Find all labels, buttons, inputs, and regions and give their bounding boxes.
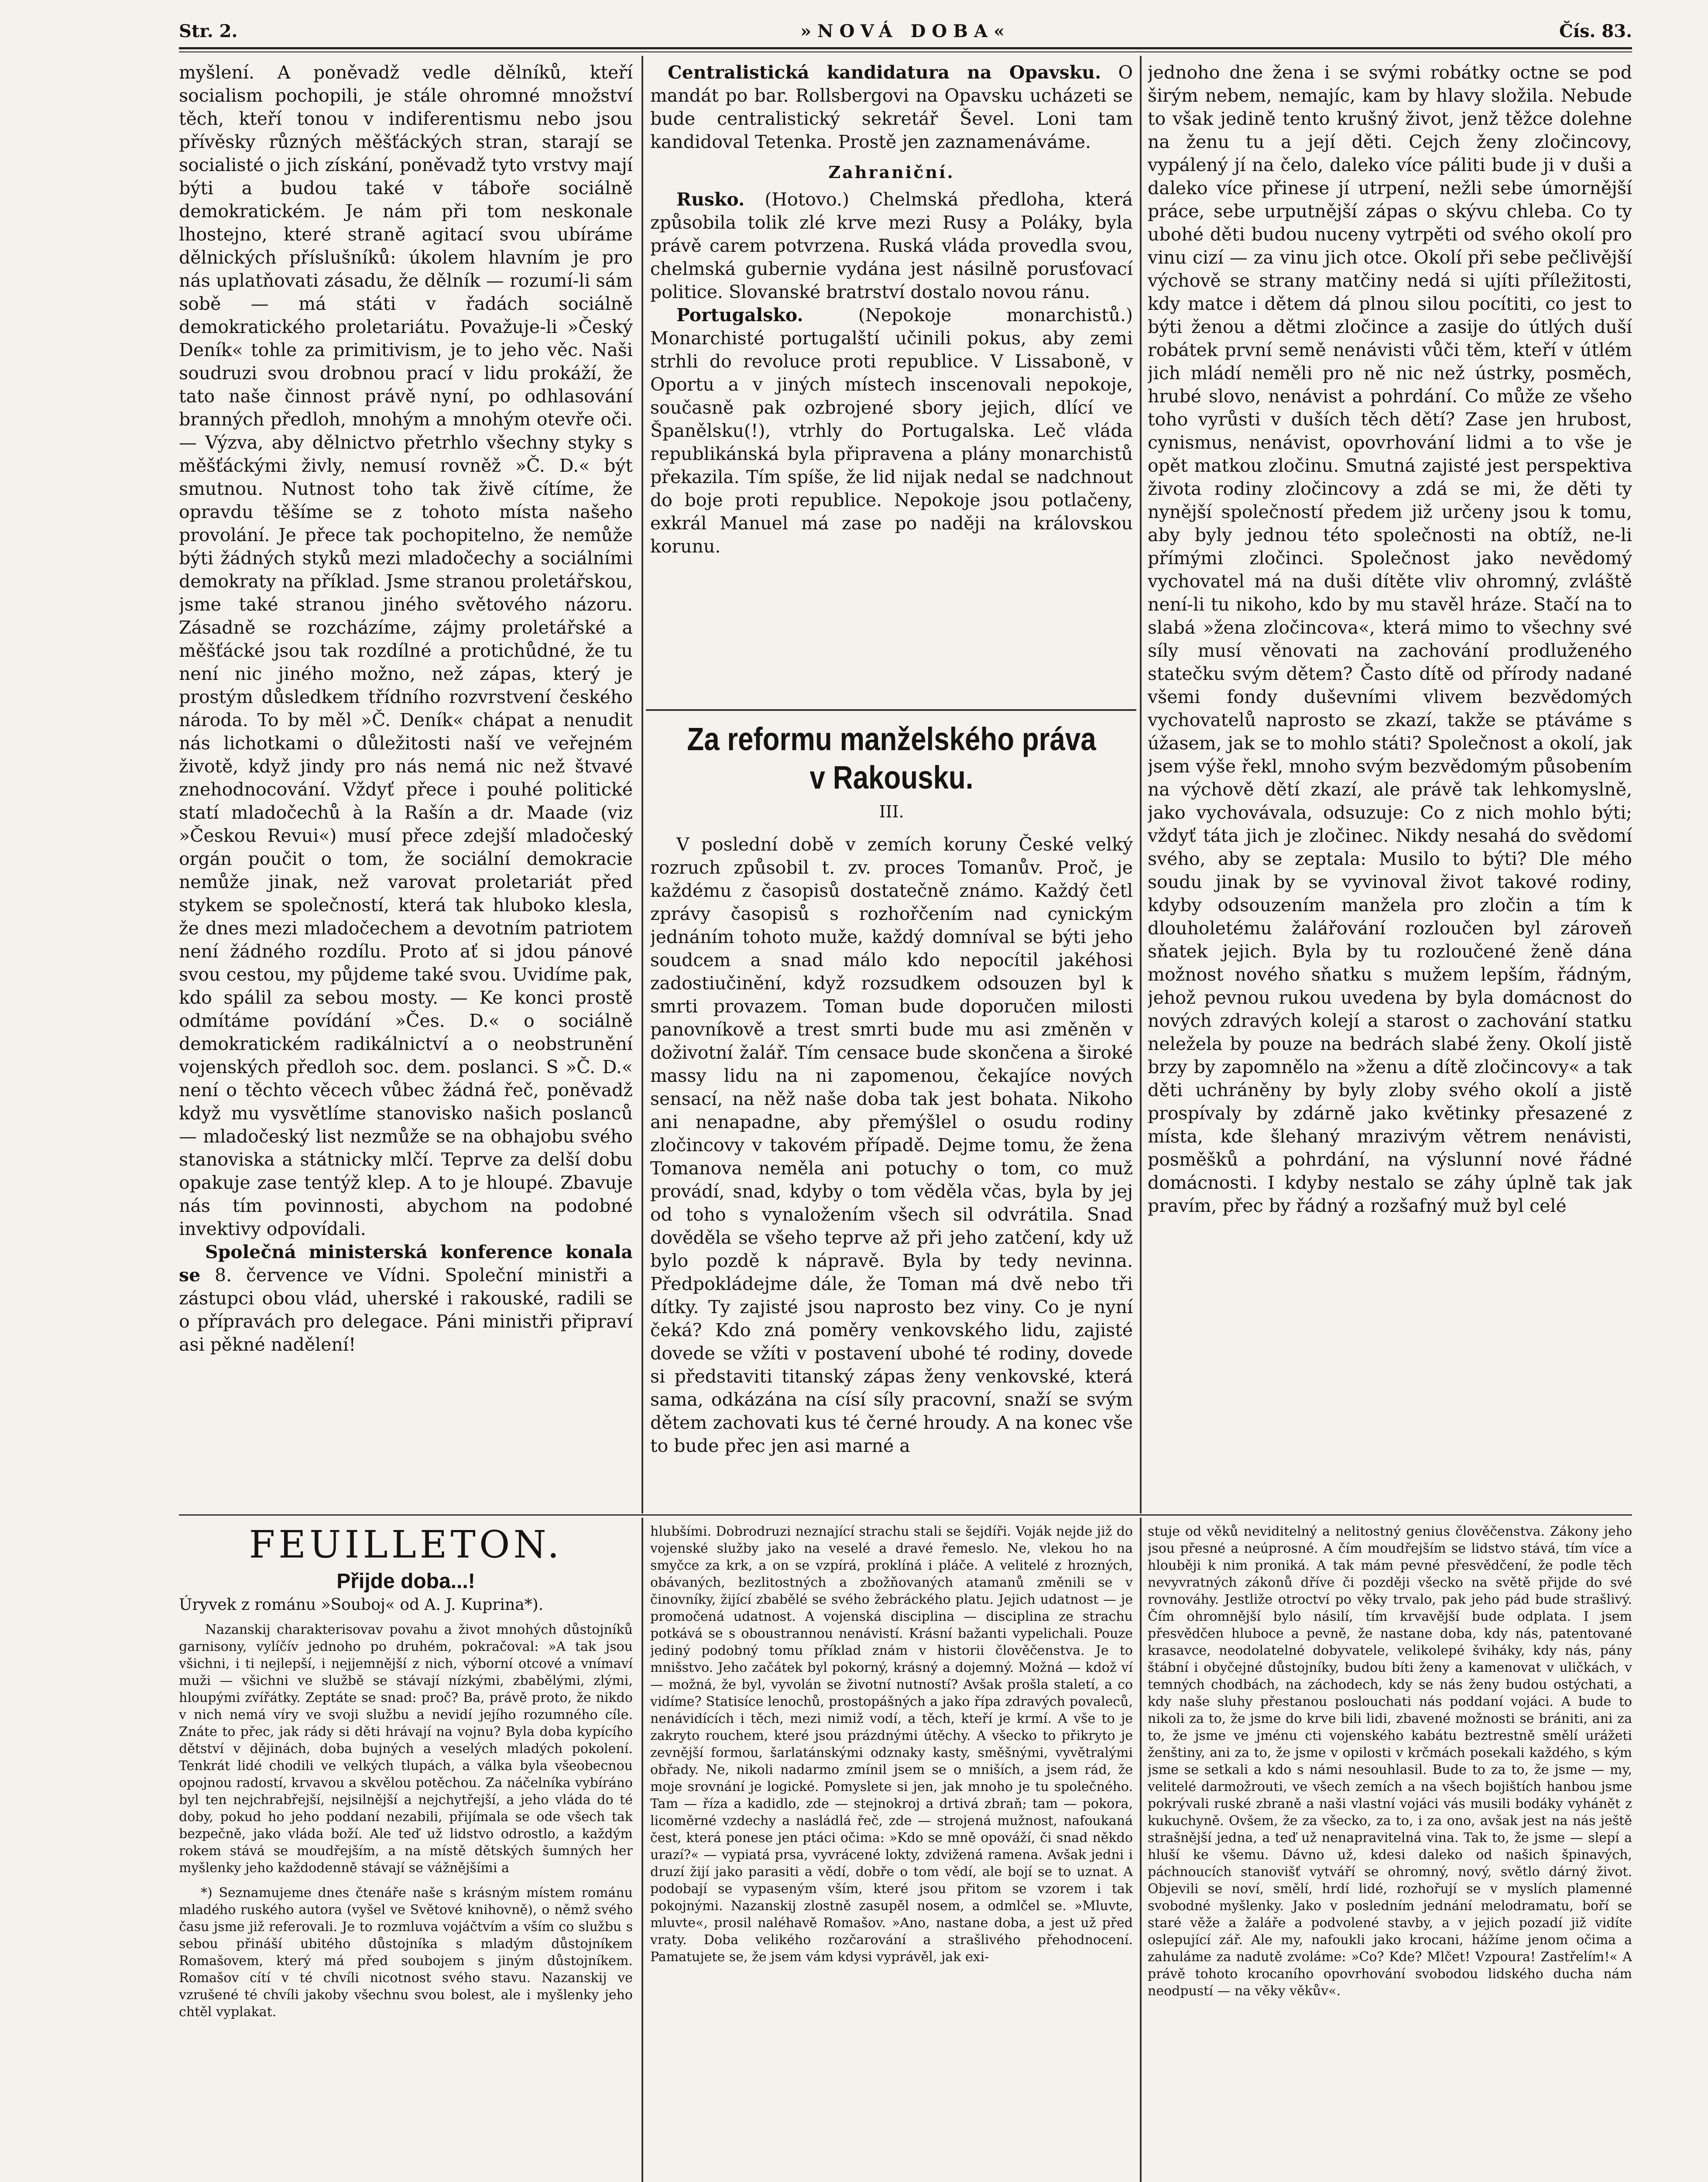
page-number: Str. 2.	[179, 21, 238, 41]
footnote-text: *) Seznamujeme dnes čtenáře naše s krásným místem románu mladého ruského autora (vyšel ve Světové knihovně), o němž svého času jsme již referovali. Je to rozmluva vojáčtvím a vším co službu s sebou přináší ubitého důstojníka s mladým důstojníkem Romašovem, který má před soubojem s jiným důstojníkem. Romašov cítí v té chvíli nicotnost svého stavu. Nazanskij ve vzrušené té chvíli jakoby všechnu svou bolest, ale i myšlenky jeho chtěl vyplakat.	[179, 1885, 633, 2020]
feuilleton-title: Přijde doba...!	[336, 1570, 475, 1593]
footnote	[179, 1884, 633, 2021]
news-item-headline: Centralistická kandidatura na Opavsku.	[668, 62, 1101, 83]
news-item-opava	[650, 61, 1133, 154]
article-title	[684, 720, 1099, 797]
feuilleton-divider-1	[641, 1518, 643, 2182]
news-item-body: 8. července ve Vídni. Společní ministři a zástupci obou vlád, uherské i rakouské, radili se o přípravách pro delegace. Páni ministři připraví asi pěkné nadělení!	[179, 1265, 633, 1355]
article-part-number: III.	[879, 802, 904, 821]
feuilleton-text-a: Nazanskij charakterisovav povahu a život mnohých důstojníků garnisony, vylíčív jednoho po druhém, pokračoval: »A tak jsou všichni, i ti nejlepší, i nejjemnější z nich, výborní otcové a vnímaví muži — všichni ve službě se stávají nízkými, zbabělými, zlými, hloupými zvířátky. Zeptáte se snad: proč? Ba, právě proto, že nikdo v nich nemá víry ve svoji službu a nevidí jejího rozumného cíle. Znáte to přec, jak rády si děti hrávají na vojnu? Byla doba kypícího dětství v dějinách, doba bujných a veselých mladých pokolení. Tenkrát lidé chodili ve velkých tlupách, a válka byla všeobecnou opojnou radostí, krvavou a skvělou potěchou. Za náčelníka vybíráno byl ten nejchrabřejší, nejsilnější a nejchytřejší, a jeho vláda do té doby, pokud ho jeho poddaní nezabili, přijímala se ode všech tak bezpečně, jako vláda boží. Ale teď už lidstvo odrostlo, a každým rokem stává se moudřejším, a na místě dětských šumných her myšlenky jeho každodenně stávají se vážnějšími a	[179, 1622, 633, 1876]
article-text-part-a: V poslední době v zemích koruny České velký rozruch způsobil t. zv. proces Tomanův. Proč, je každému z časopisů dostatečně známo. Každý četl zprávy časopisů s rozhořčením nad cynickým jednáním tohoto muže, každý domníval se býti jeho soudcem a snad málo kdo nepocítil jakéhosi zadostiučinění, když rozsudkem odsouzen byl k smrti provazem. Toman bude doporučen milosti panovníkově a trest smrti bude mu asi změněn v doživotní žalář. Tím censace bude skončena a široké massy lidu na ni zapomenou, čekajíce nových sensací, na něž naše doba tak jest bohata. Nikoho ani nenapadne, aby přemýšlel o osudu rodiny zločincovy v takovém případě. Dejme tomu, že žena Tomanova neměla ani potuchy o tom, co muž provádí, snad, kdyby o tom věděla včas, byla by jej od toho s vynaložením všech sil odvrátila. Snad dověděla se všeho teprve až při jeho zatčení, kdy už bylo pozdě k nápravě. Byla by tedy nevinna. Předpokládejme dále, že Toman má dvě nebo tři dítky. Ty zajisté jsou naprosto bez viny. Co je nyní čeká? Kdo zná poměry venkovského lidu, zajisté dovede se vžíti v postavení ubohé té rodiny, dovede si představiti titanský zápas ženy venkovské, která sama, odkázána na císí síly pracovní, snaží se svým dětem zachovati kus té černé hroudy. A na konec vše to bude přec jen asi marné a	[650, 834, 1133, 1456]
feuilleton-source: Úryvek z románu »Souboj« od A. J. Kuprina*).	[179, 1596, 544, 1614]
news-item-body: O mandát po bar. Rollsbergovi na Opavsku ucházeti se bude centralistický sekretář Ševel. Loni tam kandidoval Tetenka. Prostě jen zaznamenáváme.	[650, 62, 1133, 152]
feuilleton-divider-2	[1140, 1518, 1142, 2182]
feuilleton-heading: FEUILLETON.	[249, 1523, 563, 1567]
article-title-line-2: v Rakousku.	[809, 759, 974, 796]
issue-number: Čís. 83.	[1559, 21, 1632, 41]
feuilleton-column-left	[179, 1523, 633, 2182]
news-item-body: (Nepokoje monarchistů.) Monarchisté portugalští učinili pokus, aby zemi strhli do revoluce proti republice. V Lissaboně, v Oportu a v jiných místech inscenovali nepokoje, současně pak ozbrojené sbory jejich, dlící ve Španělsku(!), vtrhly do Portugalska. Leč vláda republikánská byla připravena a plány monarchistů překazila. Tím spíše, že lid nijak nedal se nadchnout do boje proti republice. Nepokoje jsou potlačeny, exkrál Manuel má zase po naději na královskou korunu.	[650, 305, 1133, 557]
article-divider	[646, 709, 1136, 711]
feuilleton-text-c: stuje od věků neviditelný a nelitostný genius člověčenstva. Zákony jeho jsou přesné a neúprosné. A čím moudřejším se lidstvo stává, tím více a hlouběji k nim proniká. A tak mám pevné přesvědčení, že podle těch nevyvratných zákonů dříve či později všecko na světě přijde do své rovnováhy. Jestliže otroctví po věky trvalo, pak jeho pád bude strašlivý. Čím ohromnější bylo násilí, tím krvavější bude odplata. I jsem přesvědčen hluboce a pevně, že nastane doba, kdy nás, patentované krasavce, neodolatelné dobyvatele, velikolepé šviháky, kdy nás, pány štábní i obyčejné důstojníky, budou bíti ženy a kamenovat v uličkách, v temných chodbách, na záchodech, kdy se nás ženy budou ostýchati, a kdy naše sluhy přestanou poslouchati nás poddaní vojáci. A bude to nikoli za to, že jsme do krve bili lidi, zbavené možnosti se brániti, ani za to, že jsme ve jménu cti vojenského kabátu beztrestně smělí urážeti ženštiny, ani za to, že jsme v opilosti v krčmách posekali každého, s kým jsme se setkali a kdo s námi nesouhlasil. Bude to za to, že jsme — my, velitelé darmožrouti, ve všech zemích a na všech bojištích hanbou jsme pokrývali ruské zbraně a naši vlastní vojáci vás musili bodáky vyhánět z kukuchyně. Ovšem, že za všecko, za to, i za ono, avšak jest na nás ještě strašnější jedna, a teď už nenapravitelná vina. Tak to, že jsme — slepí a hluší ke všemu. Dávno už, kdesi daleko od našich špinavých, páchnoucích stanovišť vytváří se ohromný, nový, světlo dárný život. Objevili se noví, smělí, hrdí lidé, rozhořují se v myslích plamenné svobodné myšlenky. Jako v posledním jednání melodramatu, boří se staré věže a žaláře a podvolené stavby, a v jejich pozadí již vidíte oslepující zář. Ale my, nafoukli jako krocani, hážíme jenom očima a zahuláme za nadutě zvoláme: »Co? Kde? Mlčet! Vzpoura! Zastřelím!« A právě tohoto krocaního opovrhování svobodou lidského ducha nám neodpustí — na věky věkův«.	[1148, 1524, 1632, 1999]
masthead: »NOVÁ DOBA«	[800, 21, 1011, 41]
column-left	[179, 61, 633, 1506]
article-title-line-1: Za reformu manželského práva	[687, 721, 1096, 757]
header-rule-thin	[179, 51, 1632, 52]
page-header	[179, 17, 1632, 44]
header-rule	[179, 47, 1632, 49]
column-middle-article	[650, 716, 1133, 1506]
news-item-body: (Hotovo.) Chelmská předloha, která způsobila tolik zlé krve mezi Rusy a Poláky, byla právě carem potvrzena. Ruská vláda provedla svou, chelmská gubernie vydána jest násilně porusťovací politice. Slovanské bratrství dostalo novou ránu.	[650, 189, 1133, 302]
article-text-part-b: jednoho dne žena i se svými robátky octne se pod širým nebem, nemajíc, kam by hlavy složila. Nebude to však jedině tento krušný život, jenž těžce dolehne na ženu tu a její děti. Cejch ženy zločincovy, vypálený jí na čelo, daleko více páliti bude ji v duši a daleko více přinese jí utrpení, nežli sebe úmornější práce, sebe urputnější zápas o skývu chleba. Co ty ubohé děti budou nuceny vytrpěti od svého okolí pro vinu cizí — za vinu jich otce. Okolí při sebe pečlivější výchově se strany matčiny nedá si ujíti příležitosti, kdy matce i dětem dá plnou silou pocítiti, co jest to býti ženou a dětmi zločince a zasije do útlých duší robátek první semě nenávisti vůči těm, kteří v útlém jich mládí neměli pro ně nic než ústrky, posměch, hrubé slovo, nenávist a pohrdání. Co může ze všeho toho vyrůsti v duších těch dětí? Zase jen hrubost, cynismus, nenávist, opovrhování lidmi a to vše je opět matkou zločinu. Smutná zajisté jest perspektiva života rodiny zločincovy a zdá se mi, že děti ty nynější společností předem již určeny jsou k tomu, aby byly jednou této společnosti na obtíž, ne-li přímými zločinci. Společnost jako nevědomý vychovatel má na duši dítěte vliv ohromný, zvláště není-li tu nikoho, kdo by mu stavěl hráze. Stačí na to slabá »žena zločincova«, která mimo to všechny své síly musí věnovati na zachování prodluženého statečku svým dětem? Často dítě od přírody nadané všemi fondy duševními vlivem bezvědomých vychovatelů naprosto se zkazí, takže se ptáváme s úžasem, jak se to mohlo státi? Společnost a okolí, jak jsem výše řekl, mnoho svým bezvědomým působením na výchově dětí zkazí, ale právě tak lehkomyslně, jako vychovávala, odsuzuje: Co z nich mohlo býti; vždyť táta jich je zločinec. Nikdy nesahá do svědomí svého, aby se zeptala: Musilo to býti? Dle mého soudu jinak by se vyvinoval život takové rodiny, kdyby odsouzením manžela pro zločin a tím k dlouholetému žalářování rozloučen byl zároveň sňatek jejich. Byla by tu rozloučené ženě dána možnost nového sňatku s mužem lepším, řádným, jehož pevnou rukou uvedena by byla domácnost do nových zdravých kolejí a starost o zachování statku neležela by pouze na bedrách slabé ženy. Okolí jistě brzy by zapomnělo na »ženu a dítě zločincovy« a tak děti uchráněny by byly zloby svého okolí a jistě prospívaly by zdárně jako květinky přesazené z místa, kde šlehaný mrazivým větrem nenávisti, posměšků a pohrdání, na výslunní nové řádné domácnosti. I kdyby nestalo se záhy úplně tak jak pravím, přec by řádný a rozšafný muž byl celé	[1148, 62, 1632, 1216]
news-item-headline: Portugalsko.	[676, 305, 803, 326]
section-heading-foreign: Zahraniční.	[828, 162, 955, 182]
column-divider-1	[641, 56, 643, 1513]
editorial-text: myšlení. A poněvadž vedle dělníků, kteří socialism pochopili, je stále ohromné množství těch, kteří tonou v indiferentismu nebo jsou přívěsky různých měšťáckých stran, starají se socialisté o jich získání, poněvadž tyto vrstvy mají býti a budou také v táboře sociálně demokratickém. Je nám při tom neskonale lhostejno, které straně agitací svou ubíráme dělnických příslušníků: úkolem hlavním je pro nás uplatňovati zásadu, že dělník — rozumí-li sám sobě — má státi v řadách sociálně demokratického proletariátu. Považuje-li »Český Deník« tohle za primitivism, je to jeho věc. Naši soudruzi svou drobnou prací v lidu prokáží, že tato naše činnost právě nyní, po odhlasování branných předloh, mnohým a mnohým otevře oči. — Výzva, aby dělnictvo přetrhlo všechny styky s měšťáckými živly, nemusí rovněž »Č. D.« být smutnou. Nutnost toho tak živě cítíme, že opravdu těšíme se z tohoto místa našeho provolání. Je přece tak pochopitelno, že nemůže býti žádných styků mezi mladočechy a sociálními demokraty na příklad. Jsme stranou proletářskou, jsme také stranou jiného světového názoru. Zásadně se rozcházíme, zájmy proletářské a měšťácké jsou tak rozdílné a protichůdné, že tu není nic jiného možno, než zápas, který je prostým důsledkem třídního rozvrstvení českého národa. To by měl »Č. Deník« chápat a nenudit nás lichotkami o důležitosti naší ve veřejném životě, když jindy pro nás nemá nic než štvavé znehodnocování. Vždyť přece i pouhé politické statí mladočechů à la Rašín a dr. Maade (viz »Českou Revui«) musí přece zdejší mladočeský orgán poučit o tom, že sociální demokracie nemůže jinak, než varovat proletariát před stykem se společností, která tak hluboko klesla, že dnes mezi mladočechem a devotním patriotem není žádného rozdílu. Proto ať si jdou pánové svou cestou, my půjdeme také svou. Uvidíme pak, kdo spálil za sebou mosty. — Ke konci prostě odmítáme povídání »Čes. D.« o sociálně demokratickém radikálnictví a o neobstrunění vojenských předloh soc. dem. poslanci. S »Č. D.« není o těchto věcech vůbec žádná řeč, poněvadž když mu vysvětlíme stanovisko našich poslanců — mladočeský list nezmůže se na obhajobu svého stanoviska a státnicky mlčí. Teprve za delší dobu opakuje zase tentýž klep. A to je hloupé. Zbavuje nás tím povinnosti, abychom na podobné invektivy odpovídali.	[179, 62, 633, 1239]
column-right	[1148, 61, 1632, 1506]
news-item-ministers	[179, 1241, 633, 1356]
feuilleton-text-b: hlubšími. Dobrodruzi neznající strachu stali se šejdíři. Voják nejde již do vojenské služby jako na veselé a dravé řemeslo. Ne, vlekou ho na smyčce za krk, a on se vzpírá, proklíná i pláče. A velitelé z hrozných, obávaných, bezlitostných a zbožňovaných atamanů změnili se v činovníky, žijící zbabělé se svého žebráckého platu. Jejich udatnost — je promočená udatnost. A vojenská disciplina — disciplina ze strachu potkává se s oboustrannou nenávistí. Krásní bažanti vypelichali. Pouze jediný podobný tomu příklad znám v historii člověčenstva. Je to mnišstvo. Jeho začátek byl pokorný, krásný a dojemný. Možná — kdož ví — možná, že byl, vyvolán se životní nutností? Avšak prošla staletí, a co vidíme? Statisíce lenochů, prostopášných a jako řípa zdravých povaleců, nenávidících i těch, mezi nimiž vodí, a těch, kteří je krmí. A vše to je zakryto rouchem, které jsou prázdnými útěchy. A všecko to přikryto je zevnější formou, šarlatánskými odznaky kasty, směšnými, vyvětralými obřady. Ne, nikoli nadarmo zmínil jsem se o mniších, a jsem rád, že moje srovnání je logické. Pomyslete si jen, jak mnoho je tu společného. Tam — říza a kadidlo, zde — stejnokroj a drtivá zbraň; tam — pokora, licoměrné vzdechy a nasládlá řeč, zde — strojená mužnost, nafoukaná čest, která ponese jen ptáci očima: »Kdo se mně opováží, či snad někdo urazí?« — vypiatá prsa, vyvrácené lokty, zdvižená ramena. Avšak jedni i druzí žijí jako parasiti a vědí, dobře o tom vědí, ale bojí se to uznat. A podobají se vypaseným vším, které jsou přitom se vzorem i tak pokojnými. Nazanskij zlostně zasupěl nosem, a odmlčel se. »Mluvte, mluvte«, prosil naléhavě Romašov. »Ano, nastane doba, a jest už před vraty. Doba velikého rozčarování a strašlivého přehodnocení. Pamatujete se, že jsem vám kdysi vyprávěl, jak exi-	[650, 1524, 1133, 1965]
news-item-headline: Společná ministerská konference konala se	[179, 1242, 633, 1286]
column-middle-news	[650, 61, 1133, 703]
feuilleton-column-middle	[650, 1523, 1133, 2182]
feuilleton-rule	[179, 1514, 1632, 1516]
news-item-portugal	[650, 304, 1133, 558]
feuilleton-column-right	[1148, 1523, 1632, 2182]
news-item-headline: Rusko.	[676, 189, 745, 210]
news-item-russia	[650, 188, 1133, 304]
column-divider-2	[1140, 56, 1142, 1513]
